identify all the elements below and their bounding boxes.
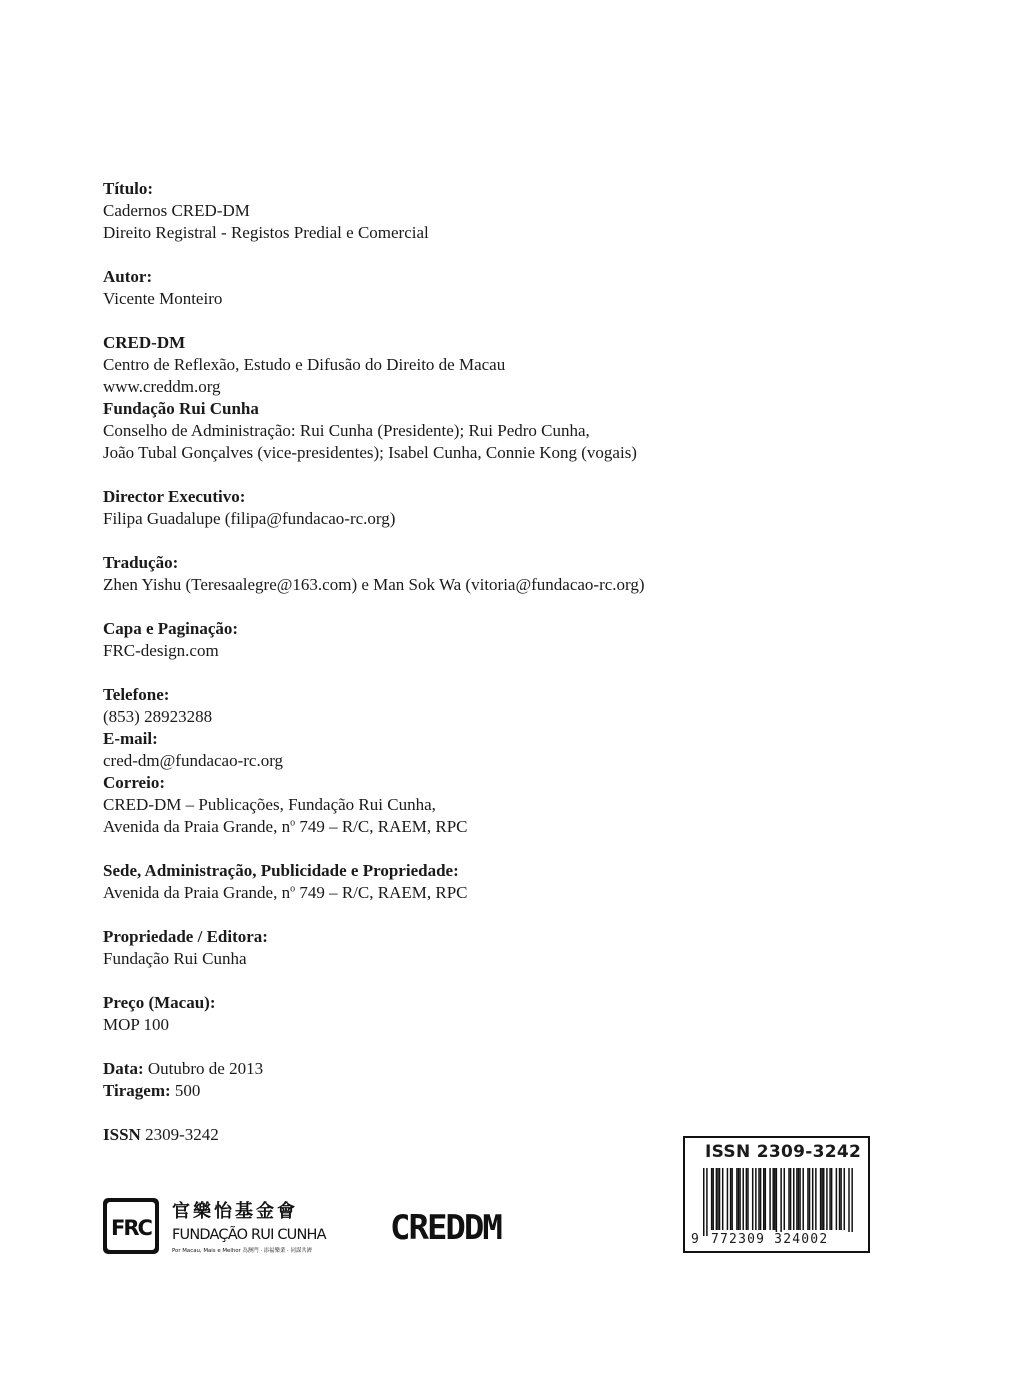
barcode-bar bbox=[758, 1168, 760, 1230]
barcode-bar bbox=[809, 1168, 811, 1230]
barcode-bar bbox=[802, 1168, 804, 1230]
autor-value: Vicente Monteiro bbox=[103, 289, 223, 308]
fundacao-board-line-1: Conselho de Administração: Rui Cunha (Presidente); Rui Pedro Cunha, bbox=[103, 421, 590, 440]
barcode-bar bbox=[799, 1168, 801, 1230]
creddm-url: www.creddm.org bbox=[103, 377, 221, 396]
barcode-bar bbox=[746, 1168, 748, 1230]
data-value: Outubro de 2013 bbox=[143, 1059, 264, 1078]
frc-tagline: Por Macau, Mais e Melhor 為澳門 · 添福樂業 · 同謀共濟 bbox=[172, 1248, 313, 1254]
email-label: E-mail: bbox=[103, 729, 158, 748]
barcode-bar bbox=[731, 1168, 733, 1230]
sede-value-pre: Avenida da Praia Grande, n bbox=[103, 883, 291, 902]
sede-value bbox=[103, 882, 823, 904]
barcode-bar bbox=[820, 1168, 822, 1230]
barcode-bar bbox=[727, 1168, 729, 1230]
barcode-bar bbox=[840, 1168, 842, 1230]
barcode-bar bbox=[790, 1168, 792, 1230]
barcode-bar bbox=[716, 1168, 718, 1230]
barcode-bar bbox=[730, 1168, 732, 1230]
autor-label: Autor: bbox=[103, 267, 153, 286]
data-label: Data: bbox=[103, 1059, 144, 1078]
creddm-logo-text: CREDDM bbox=[390, 1208, 501, 1246]
barcode-bar bbox=[755, 1168, 757, 1230]
barcode-bar bbox=[706, 1168, 708, 1236]
barcode-bar bbox=[776, 1168, 778, 1236]
barcode-bar bbox=[831, 1168, 833, 1230]
barcode-bar bbox=[703, 1168, 705, 1236]
tiragem-label: Tiragem: bbox=[103, 1081, 171, 1100]
barcode-bar bbox=[717, 1168, 719, 1230]
barcode-bar bbox=[815, 1168, 817, 1230]
fundacao-label: Fundação Rui Cunha bbox=[103, 399, 259, 418]
correio-line-2-sup: o bbox=[290, 817, 296, 829]
sede-value-sup: o bbox=[290, 883, 296, 895]
barcode-bar bbox=[752, 1168, 754, 1230]
barcode-bar bbox=[836, 1168, 838, 1230]
issn-barcode-box bbox=[683, 1136, 870, 1253]
frc-mark-text: FRC bbox=[111, 1216, 151, 1240]
barcode-bar bbox=[788, 1168, 790, 1230]
barcode-bar bbox=[812, 1168, 814, 1230]
capa-label: Capa e Paginação: bbox=[103, 619, 239, 638]
creddm-description: Centro de Reflexão, Estudo e Difusão do Direito de Macau bbox=[103, 355, 506, 374]
correio-line-2-post: 749 – R/C, RAEM, RPC bbox=[295, 817, 468, 836]
barcode-bar bbox=[844, 1168, 846, 1230]
barcode-bar bbox=[784, 1168, 786, 1230]
frc-portuguese-name: FUNDAÇÃO RUI CUNHA bbox=[172, 1227, 326, 1243]
barcode-bar bbox=[739, 1168, 741, 1230]
barcode-issn-title: ISSN 2309-3242 bbox=[705, 1142, 862, 1162]
issn-value: 2309-3242 bbox=[140, 1125, 219, 1144]
creddm-logo bbox=[390, 1206, 522, 1246]
telefone-label: Telefone: bbox=[103, 685, 170, 704]
barcode-bar bbox=[793, 1168, 795, 1230]
fundacao-rui-cunha-logo bbox=[102, 1195, 332, 1257]
issn-label: ISSN bbox=[103, 1125, 141, 1144]
editora-label: Propriedade / Editora: bbox=[103, 927, 268, 946]
titulo-line-1: Cadernos CRED-DM bbox=[103, 201, 250, 220]
barcode-bar bbox=[821, 1168, 823, 1230]
email-value: cred-dm@fundacao-rc.org bbox=[103, 751, 284, 770]
barcode-bar bbox=[769, 1168, 771, 1230]
barcode-bar bbox=[711, 1168, 713, 1230]
tiragem-line bbox=[103, 1080, 823, 1102]
traducao-label: Tradução: bbox=[103, 553, 179, 572]
barcode-bar bbox=[839, 1168, 841, 1230]
barcode-bar bbox=[780, 1168, 782, 1236]
tiragem-value: 500 bbox=[170, 1081, 201, 1100]
frc-mark-icon bbox=[103, 1198, 159, 1254]
sede-label: Sede, Administração, Publicidade e Propriedade: bbox=[103, 861, 459, 880]
traducao-value: Zhen Yishu (Teresaalegre@163.com) e Man Sok Wa (vitoria@fundacao-rc.org) bbox=[103, 575, 645, 594]
correio-line-2-pre: Avenida da Praia Grande, n bbox=[103, 817, 291, 836]
barcode-bar bbox=[851, 1168, 853, 1236]
data-line bbox=[103, 1058, 823, 1080]
telefone-value: (853) 28923288 bbox=[103, 707, 213, 726]
barcode-bar bbox=[798, 1168, 800, 1230]
barcode-bar bbox=[765, 1168, 767, 1230]
director-label: Director Executivo: bbox=[103, 487, 246, 506]
barcode-bar bbox=[823, 1168, 825, 1230]
barcode-bar bbox=[772, 1168, 774, 1230]
barcode-bar bbox=[736, 1168, 738, 1230]
preco-label: Preço (Macau): bbox=[103, 993, 216, 1012]
barcode-icon bbox=[703, 1168, 853, 1236]
fundacao-board-line-2: João Tubal Gonçalves (vice-presidentes); Isabel Cunha, Connie Kong (vogais) bbox=[103, 443, 637, 462]
barcode-bar bbox=[722, 1168, 724, 1230]
correio-label: Correio: bbox=[103, 773, 165, 792]
barcode-bar bbox=[747, 1168, 749, 1230]
director-value: Filipa Guadalupe (filipa@fundacao-rc.org) bbox=[103, 509, 396, 528]
correio-line-2 bbox=[103, 816, 823, 838]
titulo-line-2: Direito Registral - Registos Predial e Comercial bbox=[103, 223, 429, 242]
barcode-bar bbox=[796, 1168, 798, 1230]
barcode-bar bbox=[829, 1168, 831, 1230]
barcode-bar bbox=[807, 1168, 809, 1230]
capa-value: FRC-design.com bbox=[103, 641, 219, 660]
editora-value: Fundação Rui Cunha bbox=[103, 949, 247, 968]
barcode-first-digit: 9 bbox=[691, 1232, 699, 1247]
creddm-label: CRED-DM bbox=[103, 333, 186, 352]
sede-value-post: 749 – R/C, RAEM, RPC bbox=[295, 883, 468, 902]
barcode-bar bbox=[712, 1168, 714, 1230]
correio-line-1: CRED-DM – Publicações, Fundação Rui Cunha, bbox=[103, 795, 436, 814]
barcode-digits: 772309 324002 bbox=[711, 1232, 857, 1247]
barcode-bar bbox=[719, 1168, 721, 1230]
titulo-label: Título: bbox=[103, 179, 154, 198]
barcode-bar bbox=[763, 1168, 765, 1230]
barcode-bar bbox=[826, 1168, 828, 1230]
barcode-bar bbox=[774, 1168, 776, 1230]
barcode-bar bbox=[848, 1168, 850, 1236]
frc-chinese-name: 官樂怡基金會 bbox=[172, 1201, 298, 1222]
barcode-bar bbox=[760, 1168, 762, 1230]
colophon-text bbox=[103, 178, 823, 1146]
barcode-bar bbox=[738, 1168, 740, 1230]
preco-value: MOP 100 bbox=[103, 1015, 169, 1034]
barcode-bar bbox=[742, 1168, 744, 1230]
